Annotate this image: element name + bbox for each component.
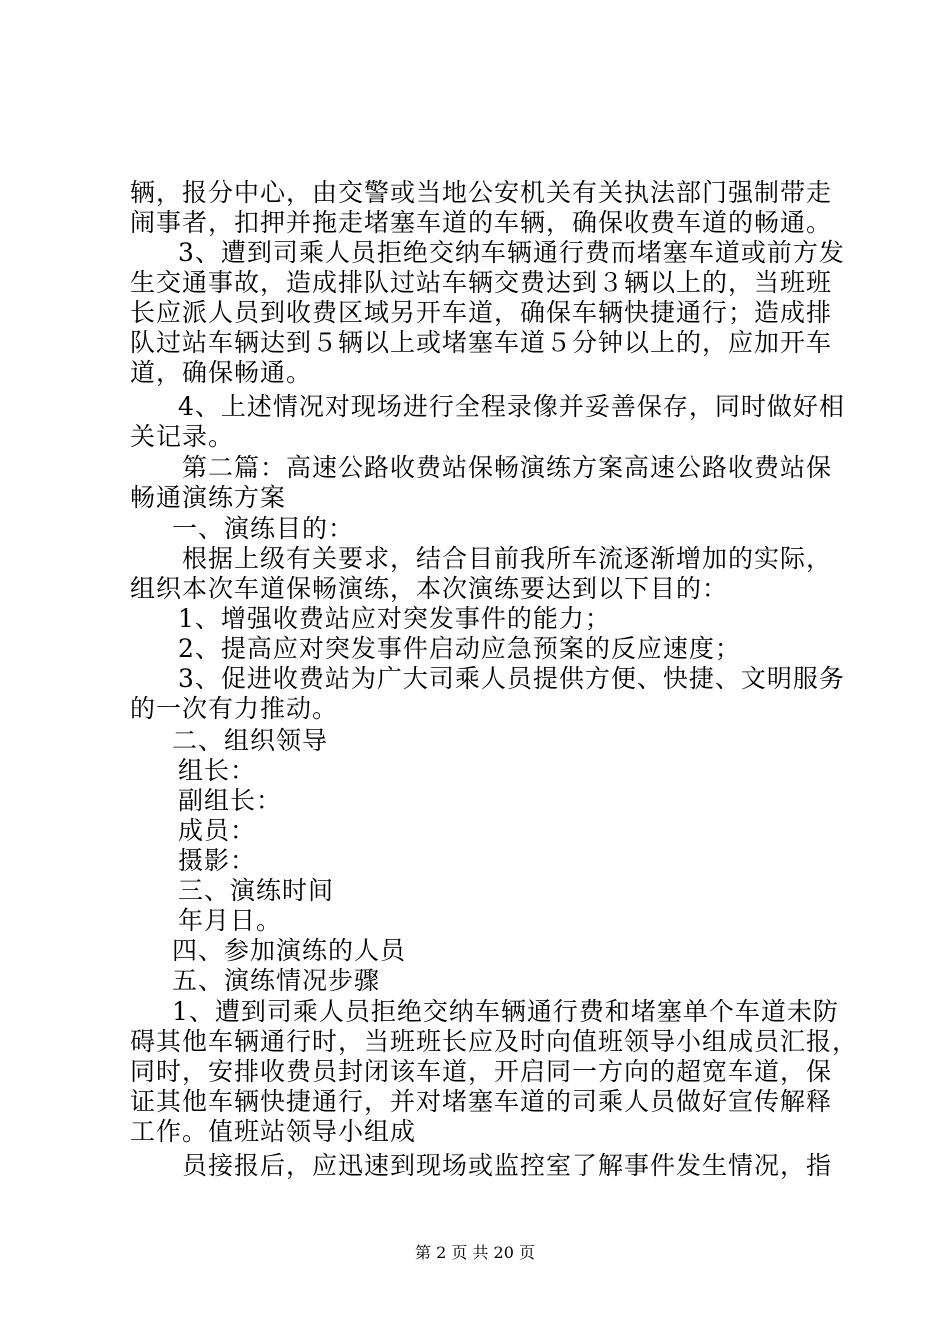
text-line: 证其他车辆快捷通行，并对堵塞车道的司乘人员做好宣传解释 <box>130 1087 833 1116</box>
list-item: 的一次有力推动。 <box>130 694 339 723</box>
list-item: 1、增强收费站应对突发事件的能力； <box>178 604 611 633</box>
text-line: 组织本次车道保畅演练，本次演练要达到以下目的： <box>130 574 729 603</box>
text-line: 员接报后，应迅速到现场或监控室了解事件发生情况，指 <box>182 1151 833 1180</box>
text-line: 组长： <box>178 756 257 785</box>
page-number: 第 2 页 共 20 页 <box>415 1243 535 1262</box>
section-heading: 五、演练情况步骤 <box>172 966 381 995</box>
text-line: 关记录。 <box>130 422 235 451</box>
text-line: 同时，安排收费员封闭该车道，开启同一方向的超宽车道，保 <box>130 1057 833 1086</box>
list-item: 3、促进收费站为广大司乘人员提供方便、快捷、文明服务 <box>178 664 845 693</box>
section-heading: 四、参加演练的人员 <box>172 936 407 965</box>
text-line: 闹事者，扣押并拖走堵塞车道的车辆，确保收费车道的畅通。 <box>130 208 833 237</box>
text-line: 副组长： <box>178 786 283 815</box>
section-heading: 三、演练时间 <box>178 876 335 905</box>
text-line: 摄影： <box>178 846 257 875</box>
section-heading: 一、演练目的： <box>172 514 355 543</box>
text-line: 工作。值班站领导小组成 <box>130 1117 417 1146</box>
list-item: 2、提高应对突发事件启动应急预案的反应速度； <box>178 634 741 663</box>
text-line: 生交通事故，造成排队过站车辆交费达到３辆以上的，当班班 <box>130 268 833 297</box>
text-line: 道，确保畅通。 <box>130 358 313 387</box>
text-line: 根据上级有关要求，结合目前我所车流逐渐增加的实际， <box>182 544 833 573</box>
section-heading: 畅通演练方案 <box>130 483 287 512</box>
text-line: 辆，报分中心，由交警或当地公安机关有关执法部门强制带走 <box>130 178 833 207</box>
text-line: 队过站车辆达到５辆以上或堵塞车道５分钟以上的，应加开车 <box>130 328 833 357</box>
text-line: 成员： <box>178 816 257 845</box>
text-line: 碍其他车辆通行时，当班班长应及时向值班领导小组成员汇报， <box>130 1027 859 1056</box>
section-heading: 二、组织领导 <box>172 726 329 755</box>
text-line: 3、遭到司乘人员拒绝交纳车辆通行费而堵塞车道或前方发 <box>178 238 845 267</box>
text-line: 年月日。 <box>178 906 283 935</box>
text-line: 长应派人员到收费区域另开车道，确保车辆快捷通行；造成排 <box>130 298 833 327</box>
section-heading: 第二篇：高速公路收费站保畅演练方案高速公路收费站保 <box>182 453 833 482</box>
list-item: 1、遭到司乘人员拒绝交纳车辆通行费和堵塞单个车道未防 <box>172 997 839 1026</box>
text-line: 4、上述情况对现场进行全程录像并妥善保存，同时做好相 <box>178 392 845 421</box>
